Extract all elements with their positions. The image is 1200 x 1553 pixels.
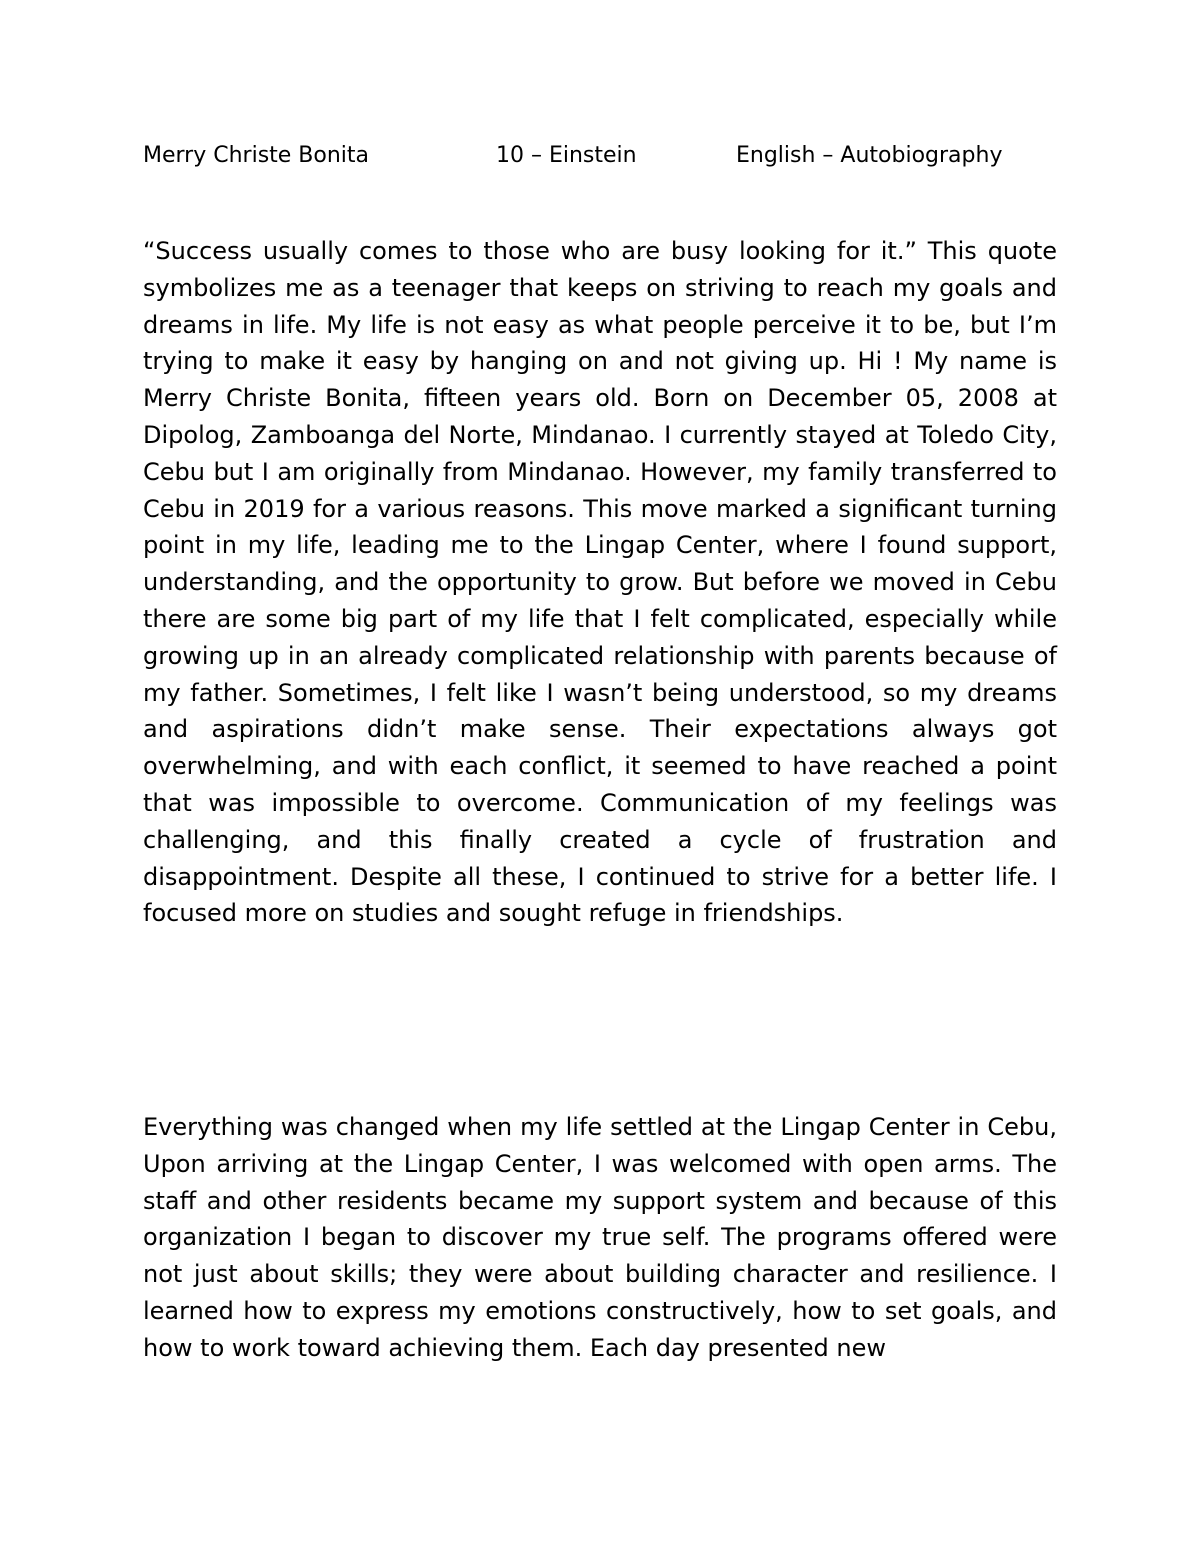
subject-title: English – Autobiography [736,143,1003,168]
document-header [0,140,1200,172]
class-section: 10 – Einstein [496,143,637,168]
paragraph-1: “Success usually comes to those who are busy looking for it.” This quote symbolizes me as a teenager that keeps on striving to reach my goals and dreams in life. My life is not easy as what people perceive it to be, but I’m trying to make it easy by hanging on and not giving up. Hi ! My name is Merry Christe Bonita, fifteen years old. Born on December 05, 2008 at Dipolog, Zamboanga del Norte, Mindanao. I currently stayed at Toledo City, Cebu but I am originally from Mindanao. However, my family transferred to Cebu in 2019 for a various reasons. This move marked a significant turning point in my life, leading me to the Lingap Center, where I found support, understanding, and the opportunity to grow. But before we moved in Cebu there are some big part of my life that I felt complicated, especially while growing up in an already complicated relationship with parents because of my father. Sometimes, I felt like I wasn’t being understood, so my dreams and aspirations didn’t make sense. Their expectations always got overwhelming, and with each conflict, it seemed to have reached a point that was impossible to overcome. Communication of my feelings was challenging, and this finally created a cycle of frustration and disappointment. Despite all these, I continued to strive for a better life. I focused more on studies and sought refuge in friendships. [143,237,1057,928]
student-name: Merry Christe Bonita [143,143,370,168]
paragraph-2: Everything was changed when my life settled at the Lingap Center in Cebu, Upon arriving at the Lingap Center, I was welcomed with open arms. The staff and other residents became my support system and because of this organization I began to discover my true self. The programs offered were not just about skills; they were about building character and resilience. I learned how to express my emotions constructively, how to set goals, and how to work toward achieving them. Each day presented new [143,1113,1057,1362]
